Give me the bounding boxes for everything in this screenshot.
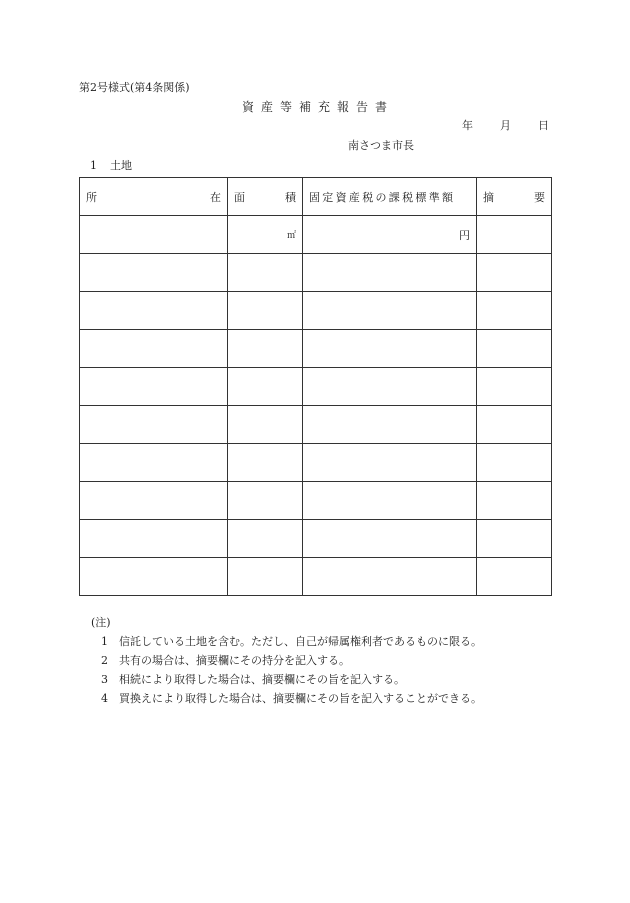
table-row (80, 216, 552, 254)
cell-remarks[interactable] (477, 292, 552, 330)
addressee: 南さつま市長 (348, 139, 414, 152)
cell-remarks[interactable] (477, 254, 552, 292)
note-number: 4 (101, 692, 108, 705)
cell-tax-base[interactable] (303, 482, 477, 520)
note-text: 買換えにより取得した場合は、摘要欄にその旨を記入することができる。 (119, 692, 482, 705)
note-text: 相続により取得した場合は、摘要欄にその旨を記入する。 (119, 673, 405, 686)
cell-tax-base[interactable] (303, 216, 477, 254)
cell-remarks[interactable] (477, 520, 552, 558)
note-item (91, 670, 482, 689)
cell-location[interactable] (80, 520, 228, 558)
cell-tax-base[interactable] (303, 292, 477, 330)
cell-location[interactable] (80, 216, 228, 254)
table-row (80, 558, 552, 596)
cell-tax-base[interactable] (303, 330, 477, 368)
date-line (462, 117, 549, 133)
cell-tax-base[interactable] (303, 254, 477, 292)
cell-area[interactable] (228, 558, 303, 596)
table-row (80, 292, 552, 330)
cell-area[interactable] (228, 330, 303, 368)
cell-area[interactable] (228, 254, 303, 292)
date-month: 月 (500, 119, 511, 132)
cell-location[interactable] (80, 368, 228, 406)
cell-remarks[interactable] (477, 216, 552, 254)
cell-area[interactable] (228, 368, 303, 406)
cell-location[interactable] (80, 558, 228, 596)
document-title: 資産等補充報告書 (241, 100, 394, 114)
note-text: 共有の場合は、摘要欄にその持分を記入する。 (119, 654, 350, 667)
table-row (80, 482, 552, 520)
note-number: 3 (101, 673, 108, 686)
header-location-left: 所 (86, 190, 97, 204)
area-unit: ㎡ (286, 231, 296, 241)
notes-heading: (注) (91, 616, 111, 629)
cell-area[interactable] (228, 216, 303, 254)
table-row (80, 520, 552, 558)
header-tax-base (303, 178, 477, 216)
cell-location[interactable] (80, 406, 228, 444)
note-item (91, 689, 482, 708)
land-table (79, 177, 552, 596)
header-area-right: 積 (285, 190, 296, 204)
date-year: 年 (462, 119, 473, 132)
cell-location[interactable] (80, 292, 228, 330)
cell-tax-base[interactable] (303, 520, 477, 558)
header-location (80, 178, 228, 216)
header-location-right: 在 (210, 190, 221, 204)
table-row (80, 444, 552, 482)
cell-remarks[interactable] (477, 482, 552, 520)
table-header-row (80, 178, 552, 216)
header-area-left: 面 (234, 190, 245, 204)
table-row (80, 330, 552, 368)
header-area (228, 178, 303, 216)
cell-area[interactable] (228, 292, 303, 330)
cell-area[interactable] (228, 406, 303, 444)
notes (91, 613, 482, 708)
header-remarks (477, 178, 552, 216)
cell-location[interactable] (80, 444, 228, 482)
note-item (91, 632, 482, 651)
note-number: 2 (101, 654, 108, 667)
tax-base-unit: 円 (459, 228, 470, 242)
form-number: 第2号様式(第4条関係) (79, 81, 190, 94)
cell-remarks[interactable] (477, 444, 552, 482)
note-item (91, 651, 482, 670)
table-row (80, 368, 552, 406)
section-number: 1 (90, 159, 97, 172)
cell-tax-base[interactable] (303, 406, 477, 444)
cell-remarks[interactable] (477, 330, 552, 368)
cell-area[interactable] (228, 444, 303, 482)
cell-remarks[interactable] (477, 558, 552, 596)
date-day: 日 (538, 119, 549, 132)
section-heading (90, 157, 132, 173)
cell-location[interactable] (80, 254, 228, 292)
cell-tax-base[interactable] (303, 558, 477, 596)
note-number: 1 (101, 635, 108, 648)
section-label: 土地 (110, 159, 132, 172)
cell-area[interactable] (228, 520, 303, 558)
cell-remarks[interactable] (477, 368, 552, 406)
header-tax-base-label: 固定資産税の課税標準額 (309, 190, 456, 204)
table-row (80, 406, 552, 444)
cell-tax-base[interactable] (303, 444, 477, 482)
header-remarks-left: 摘 (483, 190, 494, 204)
table-row (80, 254, 552, 292)
cell-area[interactable] (228, 482, 303, 520)
header-remarks-right: 要 (534, 190, 545, 204)
cell-location[interactable] (80, 482, 228, 520)
cell-tax-base[interactable] (303, 368, 477, 406)
note-text: 信託している土地を含む。ただし、自己が帰属権利者であるものに限る。 (119, 635, 482, 648)
cell-location[interactable] (80, 330, 228, 368)
cell-remarks[interactable] (477, 406, 552, 444)
